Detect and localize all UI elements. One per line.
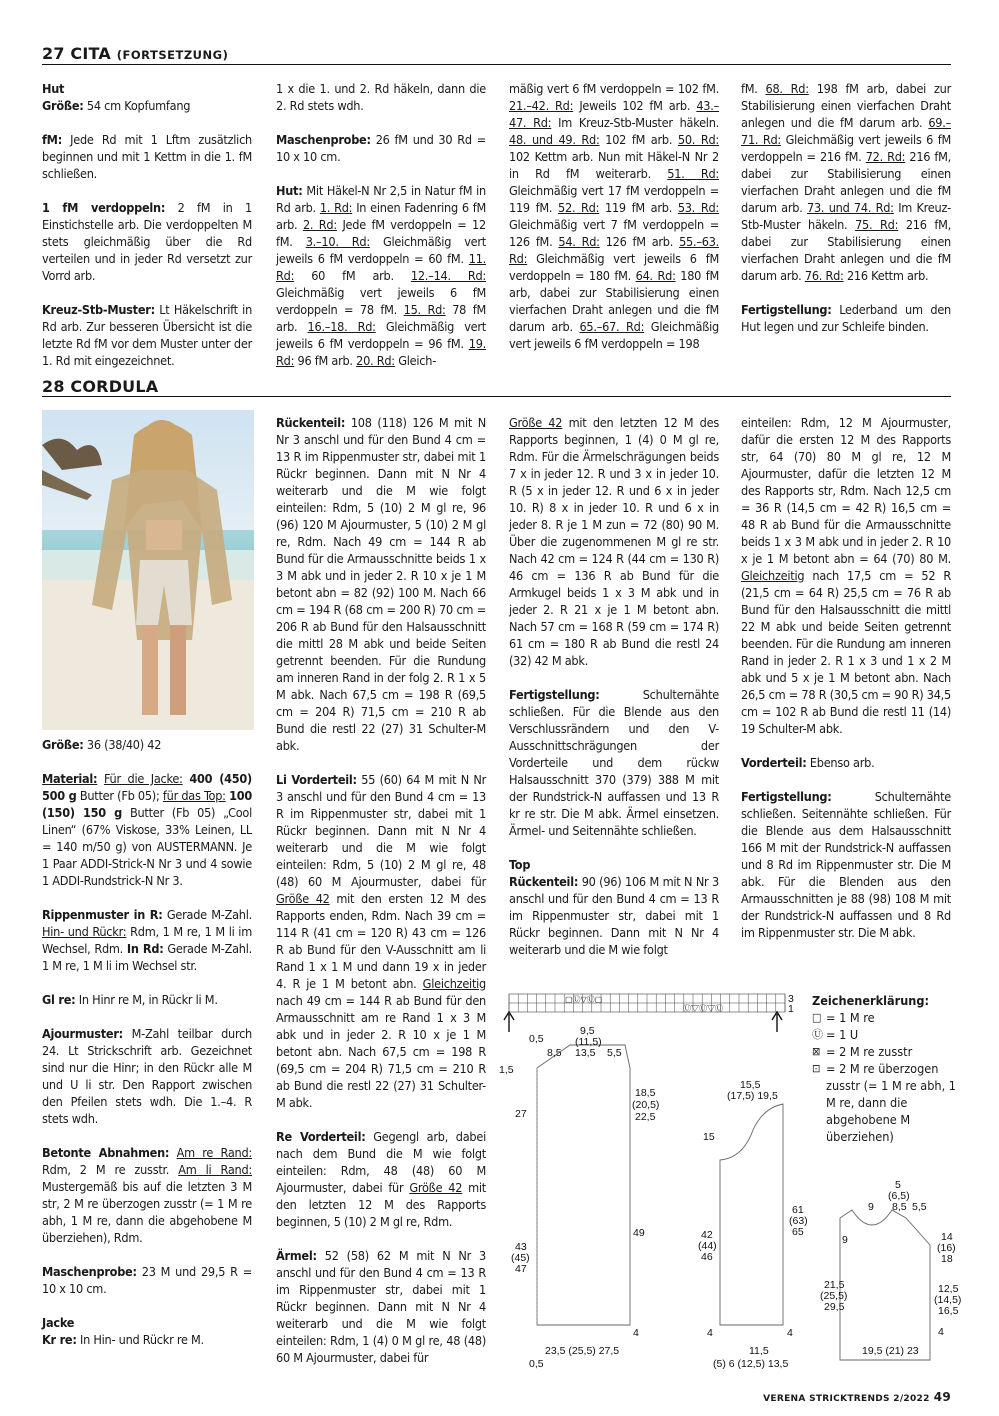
text: 36 (38/40) 42 <box>86 737 162 752</box>
label: Ärmel: <box>276 1248 317 1263</box>
round-label: 50. Rd: <box>677 132 719 147</box>
text: 100 (150) 150 g <box>42 788 252 820</box>
measure-label: 4 <box>938 1326 944 1338</box>
round-label: 21.–42. Rd: <box>509 98 574 113</box>
measure-label: 5,5 <box>607 1047 622 1059</box>
text: 78 fM arb. <box>276 302 486 334</box>
label: Material: <box>42 771 98 786</box>
measure-label: 42 <box>701 1229 713 1241</box>
row-number-3: 3 <box>788 993 794 1005</box>
round-label: 52. Rd: <box>558 200 600 215</box>
measure-label: 15 <box>703 1131 715 1143</box>
legend-item <box>812 1043 957 1060</box>
text: Für die Jacke: <box>103 771 183 786</box>
sleeve-outline <box>720 1104 783 1325</box>
round-label: 43.–47. Rd: <box>509 98 719 130</box>
label: Maschenprobe: <box>276 132 371 147</box>
round-label: 11. Rd: <box>276 251 486 283</box>
text: Größe 42 <box>509 415 563 430</box>
text: 52 (58) 62 M mit N Nr 3 anschl und für den Bund 4 cm = 13 R im Rippenmuster str, dabei mit 1 Rückr beginnen. Dann mit N Nr 4 weiterarb und die M wie folgt einteilen: Rdm, 1 (4) 0 M gl re, 48 (48) 60 M Ajourmuster, dabei für <box>276 1248 486 1365</box>
label: Größe: <box>42 737 84 752</box>
legend-item <box>812 1060 957 1145</box>
measure-label: 9 <box>842 1234 848 1246</box>
round-label: 1. Rd: <box>319 200 353 215</box>
label: Vorderteil: <box>741 755 807 770</box>
text: Lederband um den Hut legen und zur Schleife binden. <box>741 302 951 334</box>
text: mit den letzten 12 M des Rapports beginnen, 5 (10) 2 M gl re, Rdm. <box>276 1180 486 1229</box>
measure-label: (16) <box>937 1242 956 1254</box>
label: Fertigstellung: <box>741 302 832 317</box>
text: Jeweils 102 fM arb. <box>579 98 691 113</box>
measure-label: 27 <box>515 1108 527 1120</box>
text: Jede fM verdoppeln = 12 fM. <box>276 217 486 249</box>
text: 400 (450) 500 g <box>42 771 252 803</box>
section-rule <box>42 396 951 397</box>
measure-label: (63) <box>789 1215 808 1227</box>
round-label: 64. Rd: <box>635 268 676 283</box>
measure-label: 22,5 <box>635 1111 656 1123</box>
text: Hin- und Rückr: <box>42 924 127 939</box>
measure-label: 9,5 <box>580 1025 595 1037</box>
section-rule <box>42 64 951 65</box>
round-label: 73. und 74. Rd: <box>807 200 894 215</box>
label: Kreuz-Stb-Muster: <box>42 302 155 317</box>
label: Rückenteil: <box>276 415 346 430</box>
chart-symbols: Ⓤ▽Ⓤ▽Ⓤ <box>683 1004 723 1013</box>
cita-column-3 <box>509 80 719 369</box>
repeat-arrow-left <box>504 1012 514 1032</box>
measure-label: 4 <box>787 1327 793 1339</box>
pattern-schematics <box>495 990 808 1375</box>
chart-symbols: ▢Ⓤ▽Ⓤ▢ <box>565 995 603 1004</box>
subheading: Hut <box>42 81 65 96</box>
text: 60 fM arb. <box>311 268 394 283</box>
text: Rdm, 2 M re zusstr. <box>42 1162 170 1177</box>
section-title: 28 CORDULA <box>42 377 159 396</box>
text: 23 M und 29,5 R = 10 x 10 cm. <box>42 1264 252 1296</box>
text: Gleichmäßig vert 7 fM verdoppeln = 126 fM. <box>509 217 719 249</box>
top-schematic <box>810 1170 960 1375</box>
yarn-over-icon: Ⓤ <box>812 1028 823 1041</box>
round-label: 3.–10. Rd: <box>305 234 370 249</box>
row-number-1: 1 <box>788 1003 794 1015</box>
page-number: 49 <box>933 1390 951 1404</box>
round-label: 12.–14. Rd: <box>410 268 486 283</box>
text: 26 fM und 30 Rd = 10 x 10 cm. <box>276 132 486 164</box>
text: mit den letzten 12 M des Rapports beginnen, 1 (4) 0 M gl re, Rdm. Für die Ärmelschrägungen beids 7 x in jeder 12. R und 3 x in jeder 10. R (5 x in jeder 12. R und 6 x in jeder 10. R) 8 x in jeder 10. R und 6 x in jeder 8. R je 1 M zun = 72 (80) 90 M. Über die zugenommenen M gl re str. Nach 42 cm = 124 R (44 cm = 130 R) 46 cm = 136 R ab Bund für die Armkugel beids 1 x 3 M abk und in jeder 2. R 21 x je 1 M betont abn. Nach 57 cm = 168 R (59 cm = 174 R) 61 cm = 180 R ab Bund die restl 24 (32) 42 M abk. <box>509 415 719 668</box>
text: M-Zahl teilbar durch 24. Lt Strickschrift arb. Gezeichnet sind nur die Hinr; in den Rückr alle M und U li str. Den Rapport zwischen den Pfeilen stets wdh. Die 1.–4. R stets wdh. <box>42 1026 252 1126</box>
text: 216 Kettm arb. <box>846 268 929 283</box>
text: nach 49 cm = 144 R ab Bund für den Armausschnitt am re Rand 1 x 3 M abk und in jeder 2. R 10 x je 1 M betont abn. Nach 67,5 cm = 198 R (69,5 cm = 204 R) 71,5 cm = 210 R ab Bund die restl 22 (27) 31 Schulter-M abk. <box>276 993 486 1110</box>
text: In Rd: <box>126 941 164 956</box>
text: 198 fM arb, dabei zur Stabilisierung einen vierfachen Draht anlegen und die fM darum arb. <box>741 81 951 130</box>
text: Jede Rd mit 1 Lftm zusätzlich beginnen und mit 1 Kettm in die 1. fM schließen. <box>42 132 252 181</box>
back-piece-outline <box>537 1045 630 1325</box>
label: Maschenprobe: <box>42 1264 137 1279</box>
round-label: 53. Rd: <box>677 200 719 215</box>
legend-item <box>812 1026 957 1043</box>
measure-label: 61 <box>792 1204 804 1216</box>
text: 55 (60) 64 M mit N Nr 3 anschl und für den Bund 4 cm = 13 R im Rippenmuster str, dabei mit 1 Rückr beginnen. Dann mit N Nr 4 weiterarb und die M wie folgt einteilen: Rdm, 5 (10) 2 M gl re, 48 (48) 60 M Ajourmuster, dabei für <box>276 772 486 889</box>
text: Größe 42 <box>409 1180 463 1195</box>
measure-label: 4 <box>633 1327 639 1339</box>
measure-label: 46 <box>701 1251 713 1263</box>
measure-label: 8,5 <box>892 1201 907 1213</box>
measure-label: 5,5 <box>912 1201 927 1213</box>
measure-label: 16,5 <box>938 1305 959 1317</box>
text: Gleichmäßig vert jeweils 6 fM verdoppeln = 180 fM. <box>509 251 719 283</box>
measure-label: 18 <box>941 1253 953 1265</box>
label: Gl re: <box>42 992 76 1007</box>
round-label: 51. Rd: <box>667 166 719 181</box>
round-label: 15. Rd: <box>403 302 446 317</box>
measure-label: (6,5) <box>888 1190 910 1202</box>
measure-label: 43 <box>515 1241 527 1253</box>
round-label: 54. Rd: <box>558 234 600 249</box>
measure-label: 23,5 (25,5) 27,5 <box>545 1345 620 1357</box>
legend-text: = 2 M re zusstr <box>826 1044 913 1059</box>
cita-column-4 <box>741 80 951 352</box>
label: Fertigstellung: <box>741 789 832 804</box>
text: einteilen: Rdm, 12 M Ajourmuster, dafür die ersten 12 M des Rapports str, 64 (70) 80 M gl re, 12 M Ajourmuster, dafür die letzten 12 M des Rapports str, Rdm. Nach 12,5 cm = 36 R (14,5 cm = 42 R) 16,5 cm = 48 R ab Bund für die Armausschnitte beids 1 x 3 M abk und in jeder 2. R 10 x je 1 M betont abn = 64 (70) 80 M. <box>741 415 951 566</box>
cordula-column-2 <box>276 414 486 1383</box>
text: Butter (Fb 05) „Cool Linen“ (67% Viskose, 33% Leinen, LL = 140 m/50 g) von AUSTERMANN. Je 1 Paar ADDI-Strick-N Nr 3 und 4 sowie 1 ADDI-Rundstrick-N Nr 3. <box>42 805 252 888</box>
text: 119 fM arb. <box>604 200 673 215</box>
text: Gleichzeitig <box>422 976 486 991</box>
text: Im Kreuz-Stb-Muster häkeln. <box>558 115 719 130</box>
label: Rückenteil: <box>509 874 579 889</box>
round-label: 2. Rd: <box>302 217 337 232</box>
text: Gleichmäßig vert jeweils 6 fM verdoppeln = 216 fM. <box>741 132 951 164</box>
text: 2 fM in 1 Einstichstelle arb. Die verdoppelten M stets gleichmäßig über die Rd verteilen und in jeder Rd versetzt zur Vorrd arb. <box>42 200 252 283</box>
text: Gleich- <box>398 353 437 368</box>
section-subtitle: (FORTSETZUNG) <box>116 48 229 62</box>
measure-label: 29,5 <box>824 1301 845 1313</box>
text: nach 17,5 cm = 52 R (21,5 cm = 64 R) 25,5 cm = 76 R ab Bund für den Halsausschnitt die mittl 22 M abk und beide Seiten getrennt beenden. Für die Rundung am inneren Rand in jeder 2. R 1 x 3 und 1 x 2 M abk und 5 x je 1 M betont abn. Nach 26,5 cm = 78 R (30,5 cm = 90 R) 34,5 cm = 102 R ab Bund die restl 11 (14) 19 Schulter-M abk. <box>741 568 951 736</box>
measure-label: 0,5 <box>529 1358 544 1370</box>
text: 1 x die 1. und 2. Rd häkeln, dann die 2. Rd stets wdh. <box>276 81 486 113</box>
k2tog-icon: ⊠ <box>812 1045 821 1058</box>
round-label: 55.–63. Rd: <box>509 234 719 266</box>
text: 54 cm Kopfumfang <box>86 98 191 113</box>
repeat-arrow-right <box>772 1012 782 1032</box>
magazine-name: VERENA STRICKTRENDS 2/2022 <box>763 1394 930 1404</box>
measure-label: (17,5) 19,5 <box>727 1090 778 1102</box>
label: fM: <box>42 132 62 147</box>
measure-label: 13,5 <box>575 1047 596 1059</box>
text: Mustergemäß bis auf die letzten 3 M str, 2 M re überzogen zusstr (= 1 M re abh, 1 M re, dann die abgehobene M überziehen), Rdm. <box>42 1179 252 1245</box>
label: Größe: <box>42 98 84 113</box>
text: Gleichmäßig vert 17 fM verdoppeln = 119 fM. <box>509 183 719 215</box>
cita-column-2 <box>276 80 486 386</box>
measure-label: 12,5 <box>938 1283 959 1295</box>
measure-label: 15,5 <box>740 1079 761 1091</box>
measure-label: 8,5 <box>547 1047 562 1059</box>
text: Mit Häkel-N Nr 2,5 in Natur fM in Rd arb. <box>276 183 486 215</box>
measure-label: 14 <box>941 1231 953 1243</box>
model-photo-illustration <box>42 410 254 730</box>
text: 96 fM arb. <box>297 353 353 368</box>
cordula-column-3 <box>509 414 719 975</box>
round-label: 16.–18. Rd: <box>307 319 376 334</box>
text: In einen Fadenring 6 fM arb. <box>276 200 486 232</box>
measure-label: (45) <box>511 1252 530 1264</box>
legend-title: Zeichenerklärung: <box>812 993 930 1008</box>
legend-text: = 2 M re überzogen zusstr (= 1 M re abh, 1 M re, dann die abgehobene M überziehen) <box>826 1061 956 1144</box>
measure-label: 65 <box>792 1226 804 1238</box>
text: In Hinr re M, in Rückr li M. <box>78 992 218 1007</box>
section-title: 27 CITA <box>42 44 111 63</box>
knit-stitch-icon: □ <box>812 1011 822 1024</box>
page-footer <box>763 1390 951 1404</box>
text: Im Kreuz-Stb-Muster häkeln. <box>741 200 952 232</box>
cordula-column-4 <box>741 414 951 958</box>
legend-text: = 1 M re <box>826 1010 875 1025</box>
text: Am li Rand: <box>178 1162 252 1177</box>
text: Ebenso arb. <box>809 755 875 770</box>
text: Gerade M-Zahl. <box>166 907 252 922</box>
label: Hut: <box>276 183 303 198</box>
text: 90 (96) 106 M mit N Nr 3 anschl und für den Bund 4 cm = 13 R im Rippenmuster str, dabei mit 1 Rückr beginnen. Dann mit N Nr 4 weiterarb und die M wie folgt <box>509 874 719 957</box>
section-heading-cita <box>42 44 228 65</box>
text: 102 fM arb. <box>605 132 673 147</box>
text: 180 fM arb, dabei zur Stabilisierung einen vierfachen Draht anlegen und die fM darum arb. <box>509 268 720 334</box>
measure-label: (5) 6 (12,5) 13,5 <box>713 1358 789 1370</box>
measure-label: 18,5 <box>635 1087 656 1099</box>
chart-legend <box>812 992 957 1145</box>
round-label: 75. Rd: <box>855 217 899 232</box>
text: Gleichmäßig vert jeweils 6 fM verdoppeln = 198 <box>509 319 719 351</box>
measure-label: (11,5) <box>575 1036 602 1048</box>
text: 126 fM arb. <box>605 234 674 249</box>
measure-label: (20,5) <box>632 1099 660 1111</box>
measure-label: (25,5) <box>820 1290 848 1302</box>
subheading: Top <box>509 857 531 872</box>
text: 108 (118) 126 M mit N Nr 3 anschl und für den Bund 4 cm = 13 R im Rippenmuster str, dabei mit 1 Rückr beginnen. Dann mit N Nr 4 weiterarb und die M wie folgt einteilen: Rdm, 5 (10) 2 M gl re, 96 (96) 120 M Ajourmuster, 5 (10) 2 M gl re, Rdm. Nach 49 cm = 144 R ab Bund für die Armausschnitte beids 1 x 3 M abk und in jeder 2. R 10 x je 1 M betont abn = 82 (92) 100 M. Nach 66 cm = 194 R (68 cm = 200 R) 70 cm = 206 R ab Bund für den Halsausschnitt die mittl 28 M abk und beide Seiten getrennt beenden. Für die Rundung am inneren Rand in der folg 2. R 1 x 5 M abk. Nach 67,5 cm = 198 R (69,5 cm = 204 R) 71,5 cm = 210 R ab Bund die restl 22 (27) 31 Schulter-M abk. <box>276 415 486 753</box>
round-label: 69.–71. Rd: <box>741 115 951 147</box>
text: fM. <box>741 81 758 96</box>
top-outline <box>840 1210 930 1360</box>
measure-label: 5 <box>895 1179 901 1191</box>
measure-label: 0,5 <box>529 1033 544 1045</box>
label: Betonte Abnahmen: <box>42 1145 170 1160</box>
text: Rdm, 1 M re, 1 M li im Wechsel, Rdm. <box>42 924 252 956</box>
text: 216 fM, dabei zur Stabilisierung einen vierfachen Draht anlegen und die fM darum arb. <box>741 149 951 215</box>
text: Gleichmäßig vert jeweils 6 fM verdoppeln = 96 fM. <box>276 319 486 351</box>
measure-label: 21,5 <box>824 1279 845 1291</box>
label: Ajourmuster: <box>42 1026 123 1041</box>
measure-label: 47 <box>515 1263 527 1275</box>
label: Rippenmuster in R: <box>42 907 163 922</box>
round-label: 65.–67. Rd: <box>579 319 645 334</box>
measure-label: 4 <box>707 1327 713 1339</box>
model-photo <box>42 410 254 730</box>
legend-item <box>812 1009 957 1026</box>
text: In Hin- und Rückr re M. <box>79 1332 204 1347</box>
label: Re Vorderteil: <box>276 1129 366 1144</box>
text: für das Top: <box>162 788 226 803</box>
round-label: 19. Rd: <box>276 336 486 368</box>
measure-label: (14,5) <box>934 1294 962 1306</box>
round-label: 48. und 49. Rd: <box>509 132 600 147</box>
text: Gegengl arb, dabei nach dem Bund die M wie folgt einteilen: Rdm, 48 (48) 60 M Ajourmuster, dabei für <box>276 1129 486 1195</box>
cordula-column-1 <box>42 736 252 1365</box>
text: Schulternähte schließen. Für die Blende aus den Verschlussrändern und den V-Ausschnittschrägungen der Vorderteile und dem rückw Halsausschnitt 370 (379) 388 M mit der Rundstrick-N auffassen und 13 R kr re str. Die M abk. Ärmel einsetzen. Ärmel- und Seitennähte schließen. <box>509 687 719 838</box>
label: Li Vorderteil: <box>276 772 357 787</box>
measure-label: 49 <box>633 1227 645 1239</box>
text: Schulternähte schließen. Seitennähte schließen. Für die Blende aus dem Halsausschnitt 166 M mit der Rundstrick-N auffassen und 8 Rd im Rippenmuster str. Die M abk. Für die Blenden aus den Armausschnitten je 88 (98) 108 M mit der Rundstrick-N auffassen und 8 Rd im Rippenmuster str. Die M abk. <box>741 789 951 940</box>
measure-label: 1,5 <box>499 1064 514 1076</box>
legend-text: = 1 U <box>826 1027 859 1042</box>
text: Größe 42 <box>276 891 330 906</box>
measure-label: (44) <box>698 1240 717 1252</box>
cita-column-1 <box>42 80 252 386</box>
text: Butter (Fb 05); <box>79 788 160 803</box>
text: Am re Rand: <box>176 1145 252 1160</box>
text: Gleichzeitig <box>741 568 805 583</box>
measure-label: 11,5 <box>749 1345 769 1357</box>
round-label: 20. Rd: <box>356 353 395 368</box>
round-label: 68. Rd: <box>765 81 809 96</box>
text: Lt Häkelschrift in Rd arb. Zur besseren Übersicht ist die letzte Rd fM vor dem Muster unter der 1. Rd mit eingezeichnet. <box>42 302 252 368</box>
text: 216 fM, dabei zur Stabilisierung einen vierfachen Draht anlegen und die fM darum arb. <box>741 217 951 283</box>
subheading: Jacke <box>42 1315 75 1330</box>
text: 102 Kettm arb. Nun mit Häkel-N Nr 2 in Rd fM weiterarb. <box>509 149 719 181</box>
measure-label: 9 <box>868 1201 874 1213</box>
label: Kr re: <box>42 1332 77 1347</box>
label: 1 fM verdoppeln: <box>42 200 166 215</box>
round-label: 72. Rd: <box>865 149 906 164</box>
text: Gleichmäßig vert jeweils 6 fM verdoppeln = 60 fM. <box>276 234 486 266</box>
measure-label: 19,5 (21) 23 <box>862 1345 919 1357</box>
text: Gerade M-Zahl. 1 M re, 1 M li im Wechsel str. <box>42 941 252 973</box>
text: Gleichmäßig vert jeweils 6 fM verdoppeln = 78 fM. <box>276 285 486 317</box>
round-label: 76. Rd: <box>804 268 844 283</box>
text: mäßig vert 6 fM verdoppeln = 102 fM. <box>509 81 719 96</box>
label: Fertigstellung: <box>509 687 600 702</box>
text: mit den ersten 12 M des Rapports enden, Rdm. Nach 39 cm = 114 R (41 cm = 120 R) 43 cm = 126 R ab Bund für den V-Ausschnitt am li Rand 1 x 1 M und dann 19 x in jeder 4. R je 1 M betont abn. <box>276 891 486 991</box>
skp-icon: ⊡ <box>812 1062 821 1075</box>
